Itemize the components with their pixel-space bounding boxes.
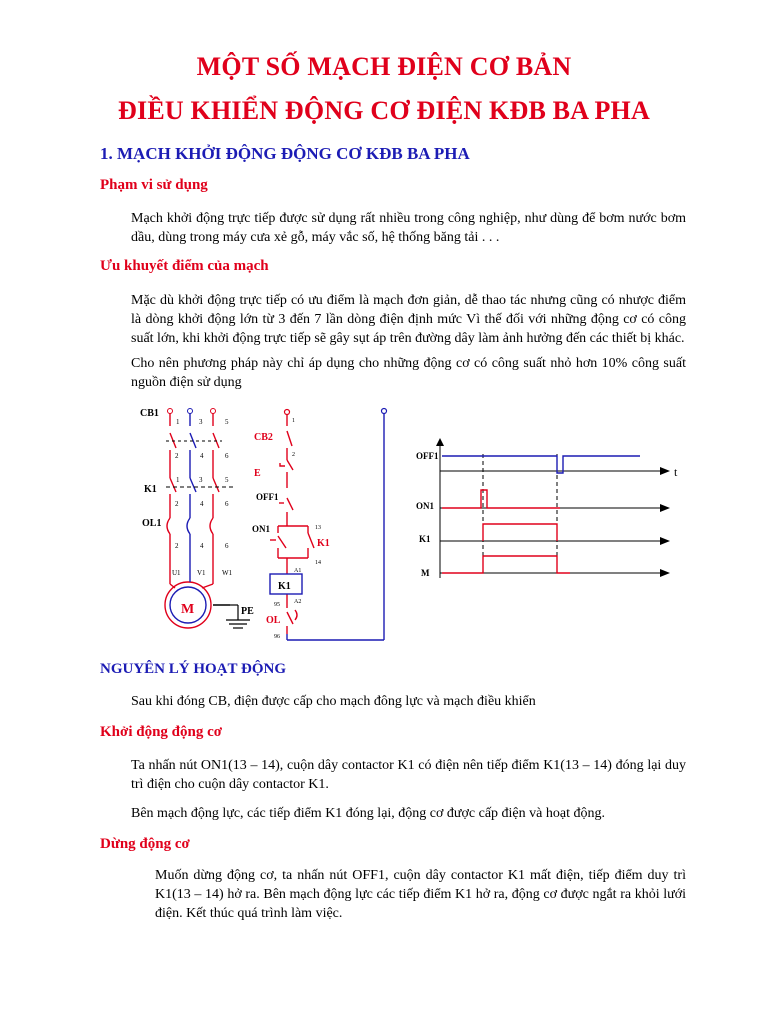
- proscons-paragraph-2: Cho nên phương pháp này chỉ áp dụng cho những động cơ có công suất nhỏ hơn 10% công suất nguồn điện sử dụng: [131, 356, 686, 390]
- power-circuit: [165, 412, 230, 628]
- ol1-label: OL1: [142, 518, 162, 529]
- start-heading: Khởi động động cơ: [100, 724, 223, 740]
- proscons-paragraph-1: Mặc dù khởi động trực tiếp có ưu điểm là mạch đơn giản, dễ thao tác nhưng cũng có nhược điểm là dòng khởi động lớn từ 3 đến 7 lần dòng điện định mức Vì thế đối với những động cơ có công suất lớn, khi khởi động trực tiếp sẽ gây sụt áp trên đường dây làm ảnh hưởng đến các thiết bị khác.: [131, 293, 686, 346]
- operation-heading: NGUYÊN LÝ HOẠT ĐỘNG: [100, 661, 286, 677]
- circuit-diagram: [130, 398, 690, 648]
- start-paragraph-1: Ta nhấn nút ON1(13 – 14), cuộn dây contactor K1 có điện nên tiếp điểm K1(13 – 14) đóng lại duy trì điện cho cuộn dây contactor K1.: [131, 758, 686, 792]
- k1-main-label: K1: [144, 484, 157, 495]
- pe-label: PE: [241, 606, 254, 617]
- section-heading: 1. MẠCH KHỞI ĐỘNG ĐỘNG CƠ KĐB BA PHA: [100, 144, 470, 163]
- signal-k1: [483, 524, 557, 541]
- timing-label-k1: K1: [419, 534, 431, 544]
- svg-text:14: 14: [315, 560, 321, 566]
- svg-text:2: 2: [292, 452, 295, 458]
- v1-label: V1: [197, 569, 206, 577]
- cb1-label: CB1: [140, 408, 159, 419]
- svg-text:A2: A2: [294, 599, 302, 605]
- timing-label-off1: OFF1: [416, 451, 439, 461]
- svg-text:2: 2: [175, 452, 179, 460]
- signal-on1: [442, 490, 560, 508]
- svg-text:4: 4: [200, 452, 204, 460]
- cb2-label: CB2: [254, 432, 273, 443]
- svg-text:3: 3: [199, 476, 203, 484]
- timing-label-m: M: [421, 568, 430, 578]
- timing-label-on1: ON1: [416, 501, 434, 511]
- power-phase-2: [170, 412, 206, 623]
- on1-label: ON1: [252, 524, 270, 534]
- u1-label: U1: [172, 569, 181, 577]
- start-paragraph-2: Bên mạch động lực, các tiếp điểm K1 đóng lại, động cơ được cấp điện và hoạt động.: [131, 806, 605, 821]
- scope-paragraph: Mạch khởi động trực tiếp được sử dụng rất nhiều trong công nghiệp, như dùng để bơm nước bơm dầu, dùng trong máy cưa xẻ gỗ, máy vắc số, hệ thống băng tải . . .: [131, 211, 686, 245]
- e-label: E: [254, 468, 261, 479]
- terminal-numbers: [175, 418, 229, 550]
- doc-title-line1: MỘT SỐ MẠCH ĐIỆN CƠ BẢN: [196, 52, 572, 81]
- timing-chart: [416, 438, 678, 578]
- motor-label: M: [181, 602, 195, 617]
- svg-text:4: 4: [200, 542, 204, 550]
- stop-paragraph: Muốn dừng động cơ, ta nhấn nút OFF1, cuộn dây contactor K1 mất điện, tiếp điểm duy trì K1(13 – 14) hở ra. Bên mạch động lực các tiếp điểm K1 hở ra, động cơ được ngắt ra khỏi lưới điện. Kết thúc quá trình làm việc.: [155, 868, 686, 921]
- stop-heading: Dừng động cơ: [100, 836, 190, 852]
- doc-title-line2: ĐIỀU KHIỂN ĐỘNG CƠ ĐIỆN KĐB BA PHA: [118, 96, 650, 125]
- svg-text:1: 1: [292, 418, 295, 424]
- svg-text:3: 3: [199, 418, 203, 426]
- svg-text:6: 6: [225, 542, 229, 550]
- svg-text:6: 6: [225, 452, 229, 460]
- w1-label: W1: [222, 569, 233, 577]
- signal-off1: [442, 456, 640, 473]
- scope-heading: Phạm vi sử dụng: [100, 177, 208, 193]
- svg-text:4: 4: [200, 500, 204, 508]
- operation-intro: Sau khi đóng CB, điện được cấp cho mạch đông lực và mạch điều khiển: [131, 694, 536, 709]
- svg-text:96: 96: [274, 634, 280, 640]
- svg-text:5: 5: [225, 418, 229, 426]
- signal-m: [442, 556, 570, 573]
- ol-label: OL: [266, 615, 281, 626]
- svg-text:95: 95: [274, 602, 280, 608]
- k1-coil-label: K1: [278, 581, 291, 592]
- svg-text:2: 2: [175, 542, 179, 550]
- time-axis-label: t: [674, 465, 678, 479]
- svg-text:5: 5: [225, 476, 229, 484]
- svg-text:1: 1: [176, 418, 180, 426]
- k1-aux-label: K1: [317, 538, 330, 549]
- svg-text:2: 2: [175, 500, 179, 508]
- off1-label: OFF1: [256, 492, 279, 502]
- svg-text:A1: A1: [294, 568, 302, 574]
- proscons-heading: Ưu khuyết điểm của mạch: [100, 258, 269, 274]
- svg-text:6: 6: [225, 500, 229, 508]
- control-terminal-numbers: [274, 418, 321, 640]
- svg-text:1: 1: [176, 476, 180, 484]
- svg-text:13: 13: [315, 525, 321, 531]
